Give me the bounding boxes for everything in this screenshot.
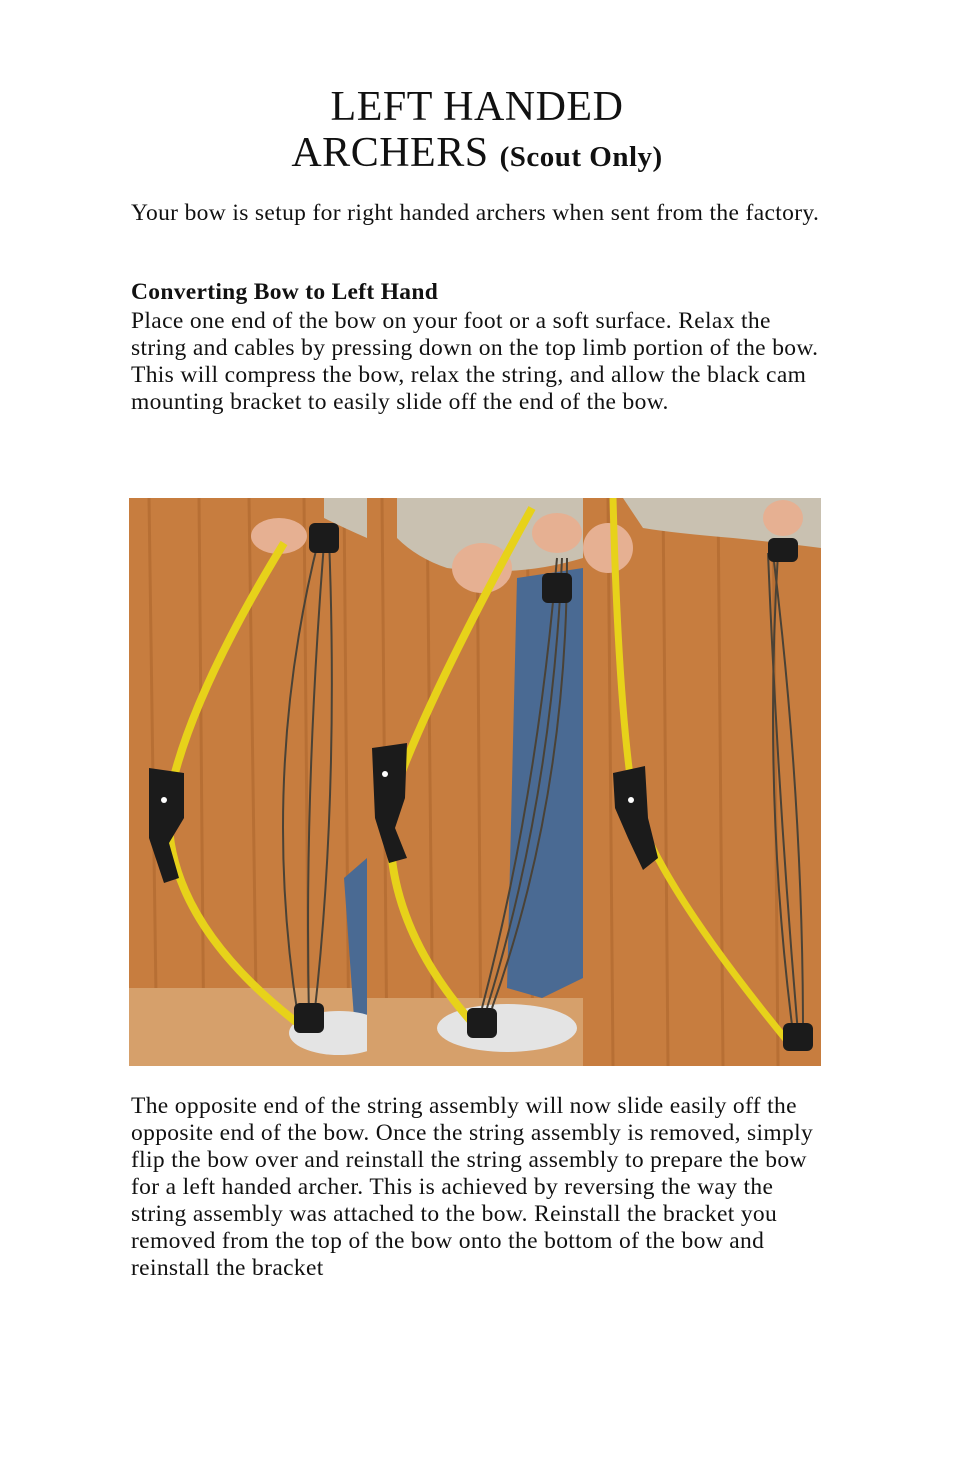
photo-strip: [129, 498, 821, 1066]
photo-step-1: [129, 498, 367, 1066]
intro-paragraph: Your bow is setup for right handed archers when sent from the factory.: [131, 200, 820, 226]
title-main: ARCHERS: [291, 130, 489, 176]
section-heading: Converting Bow to Left Hand: [131, 279, 439, 305]
page-title: [0, 84, 954, 180]
bow-photo-1: [129, 498, 367, 1066]
title-suffix: (Scout Only): [499, 141, 663, 173]
bow-photo-2: [367, 498, 583, 1066]
closing-paragraph: The opposite end of the string assembly will now slide easily off the opposite end of the bow. Once the string assembly is removed, simply flip the bow over and reinstall the string assembly to prepare the bow for a left handed archer. This is achieved by reversing the way the string assembly was attached to the bow. Reinstall the bracket you removed from the top of the bow onto the bottom of the bow and reinstall the bracket: [131, 1093, 814, 1281]
bow-photo-3: [583, 498, 821, 1066]
photo-step-3: [583, 498, 821, 1066]
section-body: Place one end of the bow on your foot or a soft surface. Relax the string and cables by pressing down on the top limb portion of the bow. This will compress the bow, relax the string, and allow the black cam mounting bracket to easily slide off the end of the bow.: [131, 308, 819, 415]
title-line-1: LEFT HANDED: [330, 84, 624, 130]
title-line-2: [0, 130, 954, 180]
photo-step-2: [367, 498, 583, 1066]
